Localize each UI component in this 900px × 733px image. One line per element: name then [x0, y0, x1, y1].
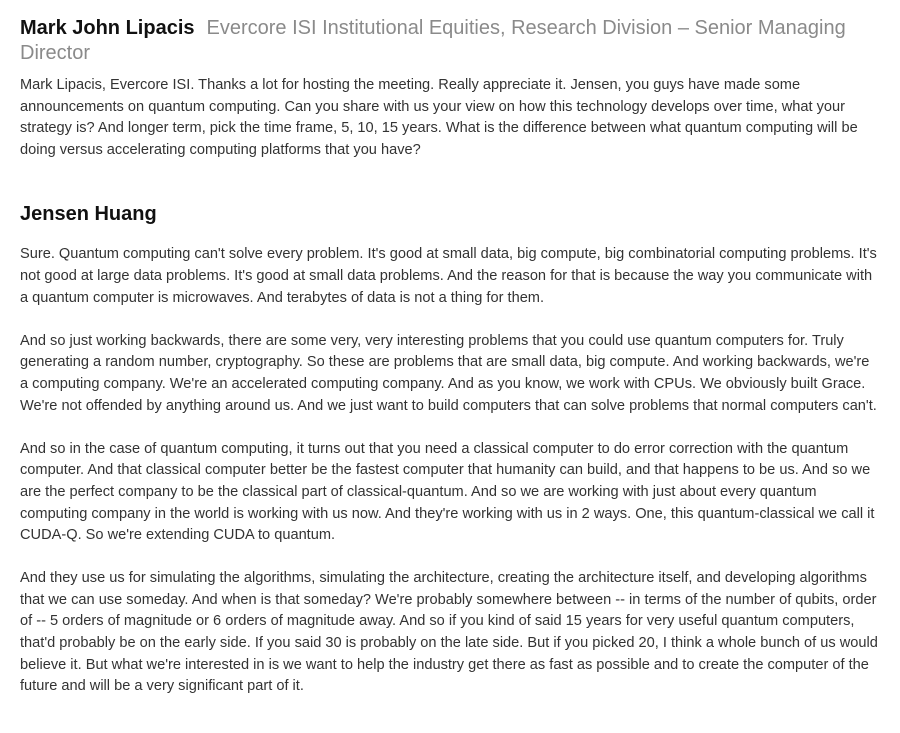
- speaker-block-lipacis: [20, 16, 880, 161]
- speaker-role: Evercore ISI Institutional Equities, Research Division – Senior Managing Director: [20, 17, 846, 64]
- speaker-name: Jensen Huang: [20, 203, 157, 226]
- transcript-paragraph: Mark Lipacis, Evercore ISI. Thanks a lot for hosting the meeting. Really appreciate it. Jensen, you guys have made some announcements on quantum computing. Can you share with us your view on how this technology develops over time, what your strategy is? And longer term, pick the time frame, 5, 10, 15 years. What is the difference between what quantum computing will be doing versus accelerating computing platforms that you have?: [20, 77, 858, 158]
- transcript-paragraph: And they use us for simulating the algorithms, simulating the architecture, creating the architecture itself, and developing algorithms that we can use someday. And when is that someday? We're probably somewhere between -- in terms of the number of qubits, order of -- 5 orders of magnitude or 6 orders of magnitude away. And so if you kind of said 15 years for very useful quantum computers, that'd probably be on the early side. If you said 30 is probably on the late side. But if you picked 20, I think a whole bunch of us would believe it. But what we're interested in is we want to help the industry get there as fast as possible and to create the computer of the future and will be a very significant part of it.: [20, 570, 878, 695]
- speaker-name: Mark John Lipacis: [20, 17, 195, 39]
- speaker-header: [20, 202, 880, 227]
- transcript-paragraph: Sure. Quantum computing can't solve every problem. It's good at small data, big compute, big combinatorial computing problems. It's not good at large data problems. It's good at small data problems. And the reason for that is because the way you communicate with a quantum computer is microwaves. And terabytes of data is not a thing for them.: [20, 246, 877, 306]
- transcript-paragraph: And so just working backwards, there are some very, very interesting problems that you could use quantum computers for. Truly generating a random number, cryptography. So these are problems that are small data, big compute. And working backwards, we're a computing company. We're an accelerated computing company. And as you know, we work with CPUs. We obviously built Grace. We're not offended by anything around us. And we just want to build computers that can solve problems that normal computers can't.: [20, 332, 877, 414]
- transcript-paragraph: And so in the case of quantum computing, it turns out that you need a classical computer to do error correction with the quantum computer. And that classical computer better be the fastest computer that humanity can build, and that happens to be us. And so we are the perfect company to be the classical part of classical-quantum. And so we are working with just about every quantum computing company in the world is working with us now. And they're working with us in 2 ways. One, this quantum-classical we call it CUDA-Q. So we're extending CUDA to quantum.: [20, 440, 875, 544]
- speaker-header: [20, 16, 880, 66]
- speaker-block-huang: [20, 202, 880, 697]
